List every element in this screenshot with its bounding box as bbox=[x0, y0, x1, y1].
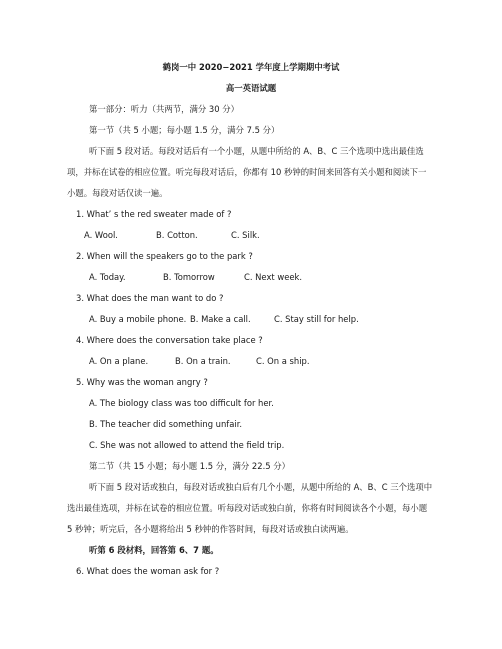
section1-instruction-line: 项，并标在试卷的相应位置。听完每段对话后，你都有 10 秒钟的时间来回答有关小题和阅读下一 bbox=[67, 167, 427, 177]
exam-title: 鹤岗一中 2020−2021 学年度上学期期中考试 bbox=[162, 62, 340, 72]
part1-heading: 第一部分：听力（共两节，满分 30 分） bbox=[89, 104, 239, 114]
question-3-option-b: B. Make a call. bbox=[190, 314, 251, 324]
section2-instruction-line: 听下面 5 段对话或独白，每段对话或独白后有几个小题，从题中所给的 A、B、C 三个选项中 bbox=[89, 482, 433, 492]
section2-instruction-line: 5 秒钟；听完后，各小题将给出 5 秒钟的作答时间，每段对话或独白读两遍。 bbox=[67, 524, 354, 534]
question-6: 6. What does the woman ask for ? bbox=[76, 566, 220, 576]
paper-subtitle: 高一英语试题 bbox=[225, 83, 277, 93]
question-5: 5. Why was the woman angry ? bbox=[76, 377, 208, 387]
material-6-heading: 听第 6 段材料，回答第 6、7 题。 bbox=[89, 545, 219, 555]
question-3: 3. What does the man want to do ? bbox=[76, 293, 224, 303]
question-1-option-c: C. Silk. bbox=[231, 230, 260, 240]
question-4-option-a: A. On a plane. bbox=[89, 356, 149, 366]
question-1: 1. What’ s the red sweater made of ? bbox=[76, 209, 232, 219]
question-2-option-b: B. Tomorrow bbox=[163, 272, 215, 282]
section1-instruction-line: 听下面 5 段对话。每段对话后有一个小题，从题中所给的 A、B、C 三个选项中选出最佳选 bbox=[89, 146, 424, 156]
question-2: 2. When will the speakers go to the park ? bbox=[76, 251, 253, 261]
question-3-option-c: C. Stay still for help. bbox=[274, 314, 359, 324]
question-3-option-a: A. Buy a mobile phone. bbox=[89, 314, 187, 324]
question-2-option-a: A. Today. bbox=[89, 272, 126, 282]
section2-heading: 第二节（共 15 小题；每小题 1.5 分，满分 22.5 分） bbox=[89, 461, 290, 471]
question-5-option-a: A. The biology class was too difficult for her. bbox=[89, 398, 274, 408]
question-2-option-c: C. Next week. bbox=[244, 272, 303, 282]
section2-instruction-line: 选出最佳选项，并标在试卷的相应位置。听每段对话或独白前，你将有时间阅读各个小题，每小题 bbox=[67, 503, 428, 513]
question-5-option-c: C. She was not allowed to attend the field trip. bbox=[89, 440, 285, 450]
question-4-option-b: B. On a train. bbox=[175, 356, 231, 366]
question-4: 4. Where does the conversation take place ? bbox=[76, 335, 263, 345]
section1-instruction-line: 小题。每段对话仅读一遍。 bbox=[67, 188, 168, 198]
question-4-option-c: C. On a ship. bbox=[256, 356, 310, 366]
question-5-option-b: B. The teacher did something unfair. bbox=[89, 419, 243, 429]
question-1-option-b: B. Cotton. bbox=[156, 230, 198, 240]
question-1-option-a: A. Wool. bbox=[84, 230, 118, 240]
section1-heading: 第一节（共 5 小题；每小题 1.5 分，满分 7.5 分） bbox=[89, 125, 280, 135]
